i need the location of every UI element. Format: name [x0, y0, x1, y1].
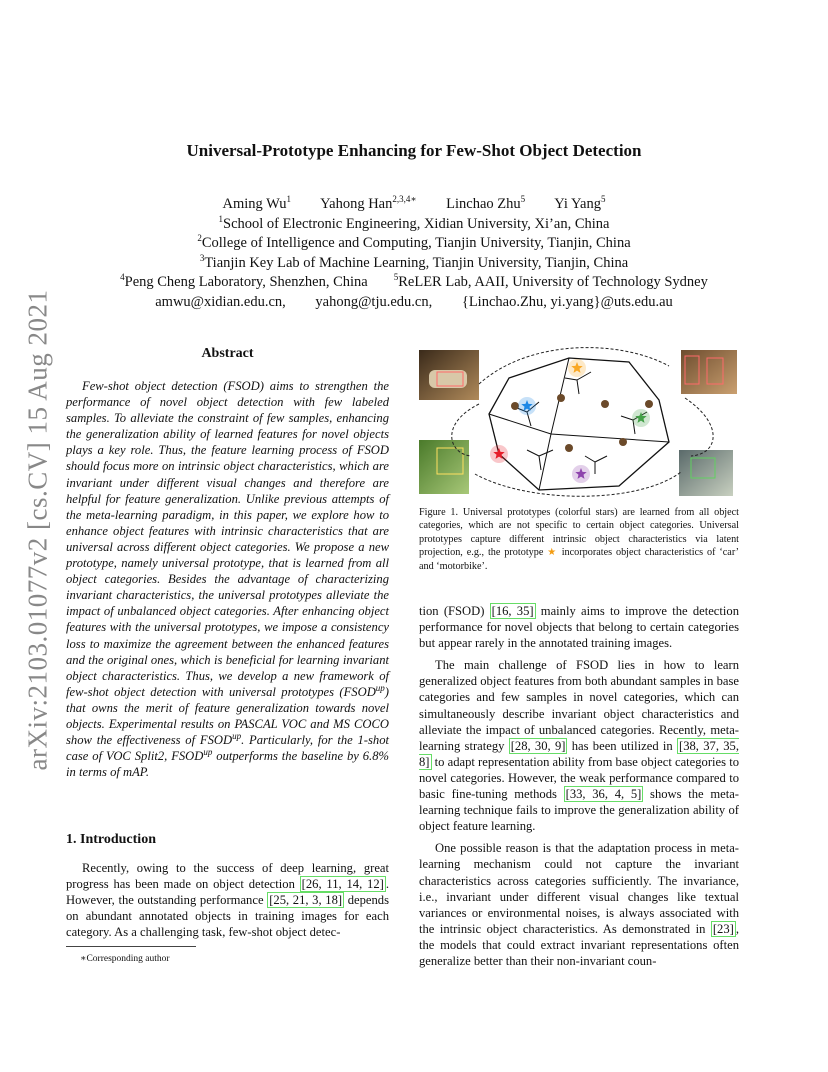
citation-link[interactable]: [23]: [712, 921, 734, 936]
arxiv-identifier: arXiv:2103.01077v2 [cs.CV] 15 Aug 2021: [22, 289, 53, 771]
affiliation: $^1$School of Electronic Engineering, Xidian University, Xi’an, China: [218, 213, 610, 232]
affiliation: $^4$Peng Cheng Laboratory, Shenzhen, China $^5$ReLER Lab, AAII, University of Technology Sydney: [120, 272, 708, 290]
footnote-divider: [66, 946, 196, 947]
author-name: Yahong Han: [320, 196, 393, 212]
citation-link[interactable]: [25, 21, 3, 18]: [269, 893, 343, 908]
citation-link[interactable]: [38, 37, 35, 8]: [419, 738, 740, 769]
affiliation: $^2$College of Intelligence and Computing, Tianjin University, Tianjin, China: [197, 233, 631, 251]
author-block: [0, 195, 828, 312]
section-heading-introduction: 1. Introduction: [66, 832, 156, 847]
footnote-corresponding-author: ∗Corresponding author: [80, 954, 170, 964]
author-names: Aming Wu$^1$ Yahong Han$^{2,3,4∗}$ Linchao Zhu$^5$ Yi Yang$^5$: [222, 194, 606, 212]
citation-link[interactable]: [26, 11, 14, 12]: [301, 877, 384, 892]
abstract-body: Few-shot object detection (FSOD) aims to strengthen the performance of novel object detection with few labeled samples. To alleviate the constraint of few samples, enhancing the generalization ability of learned features for novel objects plays a key role. Thus, the feature learning process of FSOD should focus more on intrinsic object characteristics, which are invariant under different visual changes and therefore are helpful for feature generalization. Unlike previous attempts of the meta-learning paradigm, in this paper, we explore how to enhance object features with intrinsic characteristics that are universal across different object categories. We propose a new prototype, namely universal prototype, that is learned from all object categories. Besides the advantage of characterizing invariant characteristics, the universal prototypes alleviate the impact of unbalanced object categories. After enhancing object features with the universal prototypes, we impose a consistency loss to maximize the agreement between the enhanced features and the original ones, which is beneficial for learning invariant object characteristics. Thus, we develop a new framework of few-shot object detection with universal prototypes $(FSOD^{up})$ that owns the merit of feature generalization towards novel objects. Experimental results on PASCAL VOC and MS COCO show the effectiveness of $FSOD^{up}$. Particularly, for the 1-shot case of VOC Split2, $FSOD^{up}$ outperforms the baseline by 6.8% in terms of mAP.: [66, 379, 389, 780]
citation-link[interactable]: [28, 30, 9]: [510, 738, 566, 753]
author-emails: [0, 293, 828, 313]
author-name: Yi Yang: [554, 196, 601, 212]
author-name: Linchao Zhu: [446, 196, 521, 212]
paper-title: Universal-Prototype Enhancing for Few-Shot Object Detection: [186, 141, 642, 160]
abstract-heading: Abstract: [201, 346, 254, 361]
right-column-text: tion (FSOD) [16, 35] mainly aims to improve the detection performance for novel objects that belong to certain categories but appear rarely in the annotated training images. The main challenge of FSOD lies in how to learn generalized object features from both abundant samples in base categories and few samples in novel categories, which can simultaneously describe invariant object characteristics and alleviate the impact of unbalanced categories. Recently, meta-learning strategy [28, 30, 9] has been utilized in [38, 37, 35, 8] to adapt representation ability from base object categories to novel categories. However, the weak performance compared to basic fine-tuning methods [33, 36, 4, 5] shows the meta-learning technique fails to improve the generalization ability of object feature learning. One possible reason is that the adaptation process in meta-learning mechanism could not capture the invariant characteristics across categories sufficiently. The invariance, i.e., invariant under different visual changes like textual variances or environmental noises, is always associated with the intrinsic object characteristics. As demonstrated in [23] , the models that could extract invariant representations often generalize better than their non-invariant coun-: [419, 604, 740, 968]
citation-link[interactable]: [33, 36, 4, 5]: [565, 787, 642, 802]
email: {Linchao.Zhu, yi.yang}@uts.edu.au: [461, 293, 673, 310]
affiliation: $^3$Tianjin Key Lab of Machine Learning, Tianjin University, Tianjin, China: [199, 252, 629, 271]
citation-link[interactable]: [16, 35]: [491, 604, 534, 618]
universal-prototype-stars: [419, 344, 739, 499]
author-name: Aming Wu: [222, 196, 287, 212]
email: amwu@xidian.edu.cn,: [155, 293, 286, 310]
email: yahong@tju.edu.cn,: [315, 293, 433, 310]
introduction-paragraph: Recently, owing to the success of deep learning, great progress has been made on object detection [26, 11, 14, 12] . However, the outstanding performance [25, 21, 3, 18] depends on abundant annotated objects in training images for each category. As a challenging task, few-shot object detec-: [66, 861, 389, 940]
figure-1-caption: Figure 1. Universal prototypes (colorful stars) are learned from all object categories, which are not specific to certain object categories. Universal prototypes capture different intrinsic object characteristics via latent projection, e.g., the prototype ★ incorporates object characteristics of ‘car’ and ‘motorbike’.: [419, 507, 739, 572]
arxiv-side-stamp: [8, 289, 68, 771]
orange-star-icon: ★: [547, 547, 558, 559]
